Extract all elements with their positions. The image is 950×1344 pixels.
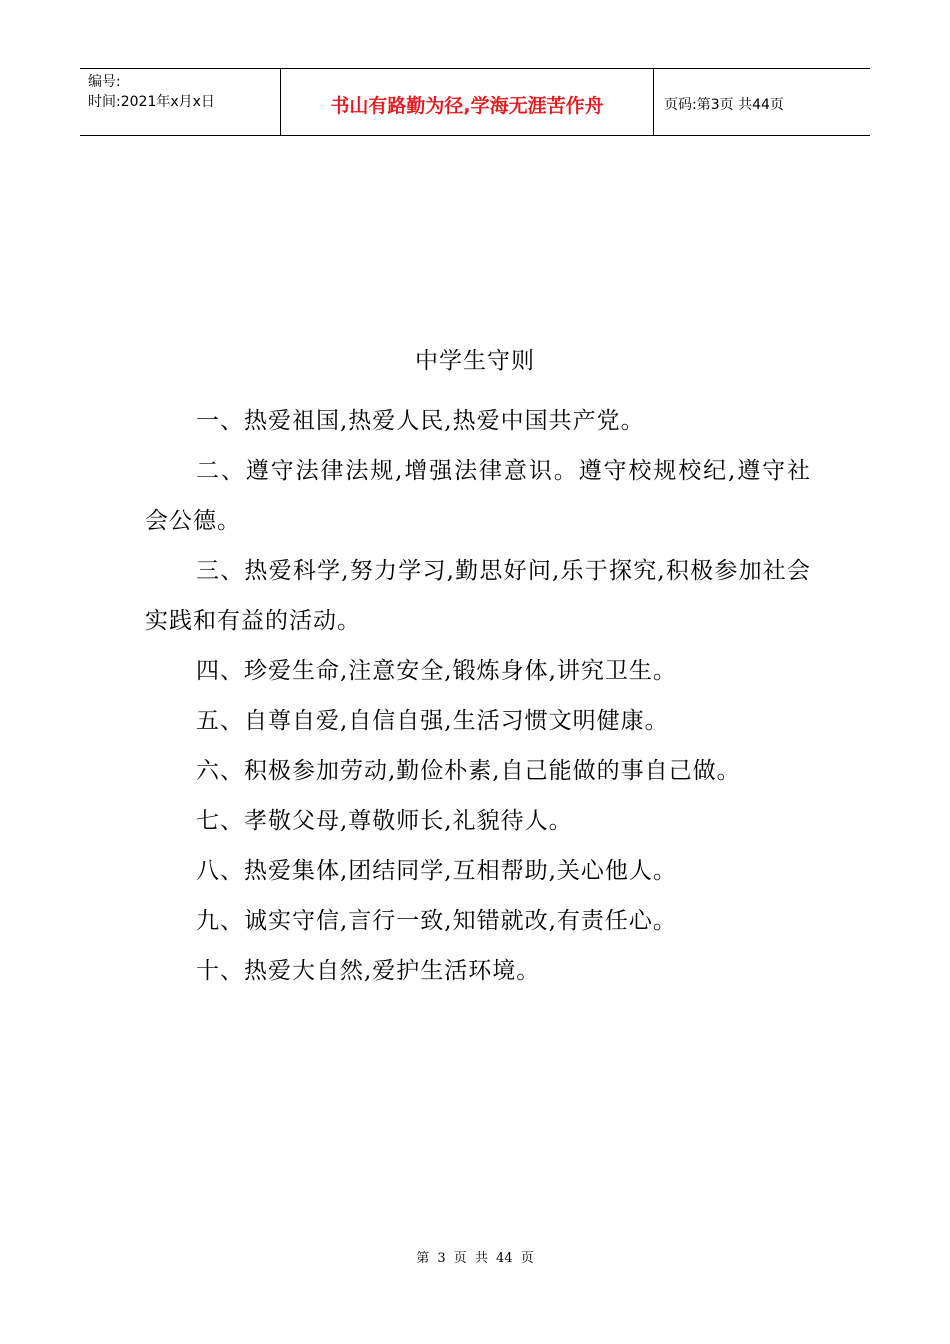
header-motto-cell: [281, 69, 654, 135]
rule-item: 二、遵守法律法规,增强法律意识。遵守校规校纪,遵守社会公德。: [145, 458, 811, 534]
rule-item: 三、热爱科学,努力学习,勤思好问,乐于探究,积极参加社会实践和有益的活动。: [145, 558, 811, 634]
rules-list: [145, 396, 811, 996]
rule-item: 四、珍爱生命,注意安全,锻炼身体,讲究卫生。: [196, 658, 677, 684]
header-number-label: 编号:: [88, 74, 121, 90]
rule-item: 十、热爱大自然,爱护生活环境。: [196, 958, 541, 984]
rule-item: 六、积极参加劳动,勤俭朴素,自己能做的事自己做。: [196, 758, 741, 784]
header-page-info: 页码:第3页 共44页: [664, 97, 784, 113]
rule-item: 五、自尊自爱,自信自强,生活习惯文明健康。: [196, 708, 669, 734]
document-title: 中学生守则: [415, 348, 535, 374]
rule-item: 八、热爱集体,团结同学,互相帮助,关心他人。: [196, 858, 677, 884]
rule-item: 七、孝敬父母,尊敬师长,礼貌待人。: [196, 808, 573, 834]
rule-item: 九、诚实守信,言行一致,知错就改,有责任心。: [196, 908, 677, 934]
header-motto: 书山有路勤为径,学海无涯苦作舟: [330, 94, 604, 117]
header-page-cell: [654, 69, 870, 135]
page-header: [80, 68, 870, 136]
header-time-label: 时间:2021年x月x日: [88, 94, 215, 110]
header-meta-cell: [80, 69, 281, 135]
page-footer: 第 3 页 共 44 页: [416, 1251, 534, 1266]
rule-item: 一、热爱祖国,热爱人民,热爱中国共产党。: [196, 408, 645, 434]
